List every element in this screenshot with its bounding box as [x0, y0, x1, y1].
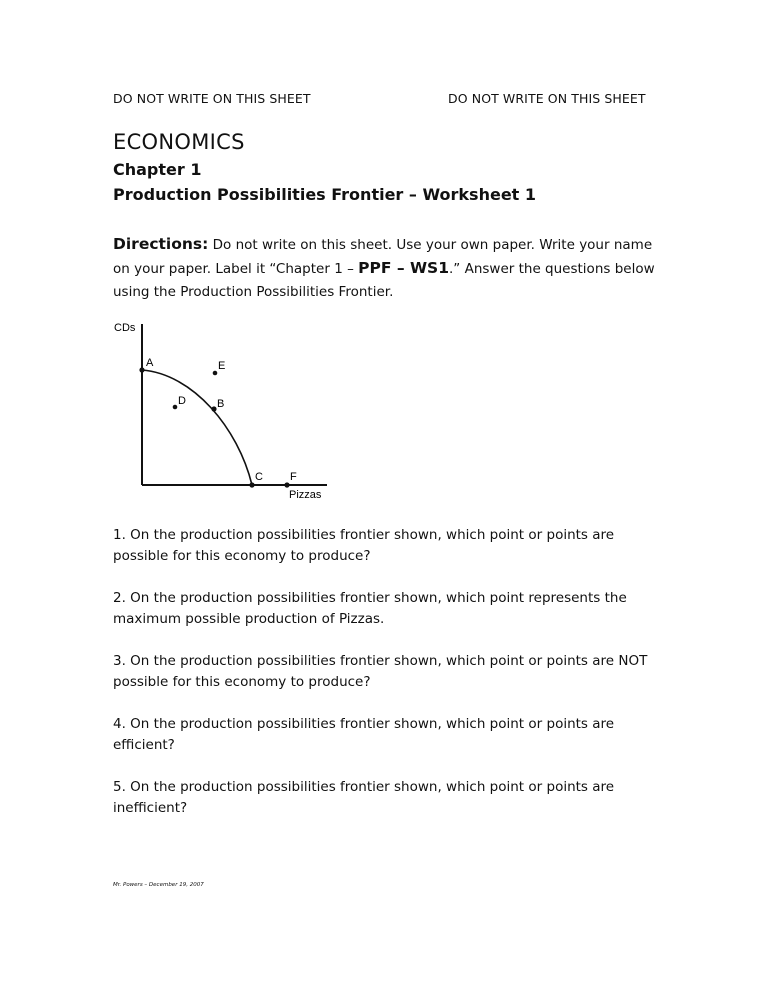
ppf-graph — [113, 318, 333, 504]
directions-text-2: .” Answer the questions below using the Production Possibilities Frontier. — [113, 261, 655, 300]
point-b-label: B — [217, 398, 225, 410]
point-b-dot — [211, 406, 216, 411]
x-axis-label: Pizzas — [289, 489, 322, 501]
directions-paragraph — [113, 233, 673, 304]
question-2: 2. On the production possibilities frontier shown, which point represents the maximum possible production of Pizzas. — [113, 590, 627, 627]
question-4: 4. On the production possibilities frontier shown, which point or points are efficient? — [113, 716, 615, 753]
point-a-dot — [139, 367, 144, 372]
point-e-dot — [213, 371, 218, 376]
header-banner-right: DO NOT WRITE ON THIS SHEET — [448, 91, 646, 106]
question-1: 1. On the production possibilities frontier shown, which point or points are possible for this economy to produce? — [113, 527, 615, 564]
question-3: 3. On the production possibilities frontier shown, which point or points are NOT possible for this economy to produce? — [113, 653, 648, 690]
chapter-heading: Chapter 1 — [113, 160, 202, 179]
point-d-label: D — [178, 395, 186, 407]
directions-text-1: Do not write on this sheet. Use your own paper. Write your name on your paper. Label it “Chapter 1 – — [113, 237, 653, 277]
point-f-dot — [284, 482, 289, 487]
question-5: 5. On the production possibilities frontier shown, which point or points are inefficient? — [113, 779, 615, 816]
footer-credit: Mr. Powers – December 19, 2007 — [113, 882, 204, 888]
header-banner-left: DO NOT WRITE ON THIS SHEET — [113, 91, 311, 106]
point-a-label: A — [146, 357, 154, 369]
point-c-label: C — [255, 471, 263, 483]
point-e-label: E — [218, 360, 226, 372]
directions-label: Directions: — [113, 235, 209, 253]
point-d-dot — [173, 405, 178, 410]
point-c-dot — [249, 482, 254, 487]
point-f-label: F — [290, 471, 297, 483]
page-title: ECONOMICS — [113, 130, 245, 154]
worksheet-subtitle: Production Possibilities Frontier – Worksheet 1 — [113, 185, 537, 204]
directions-emphasis: PPF – WS1 — [358, 259, 450, 277]
ppf-curve — [142, 370, 252, 485]
y-axis-label: CDs — [114, 322, 136, 334]
